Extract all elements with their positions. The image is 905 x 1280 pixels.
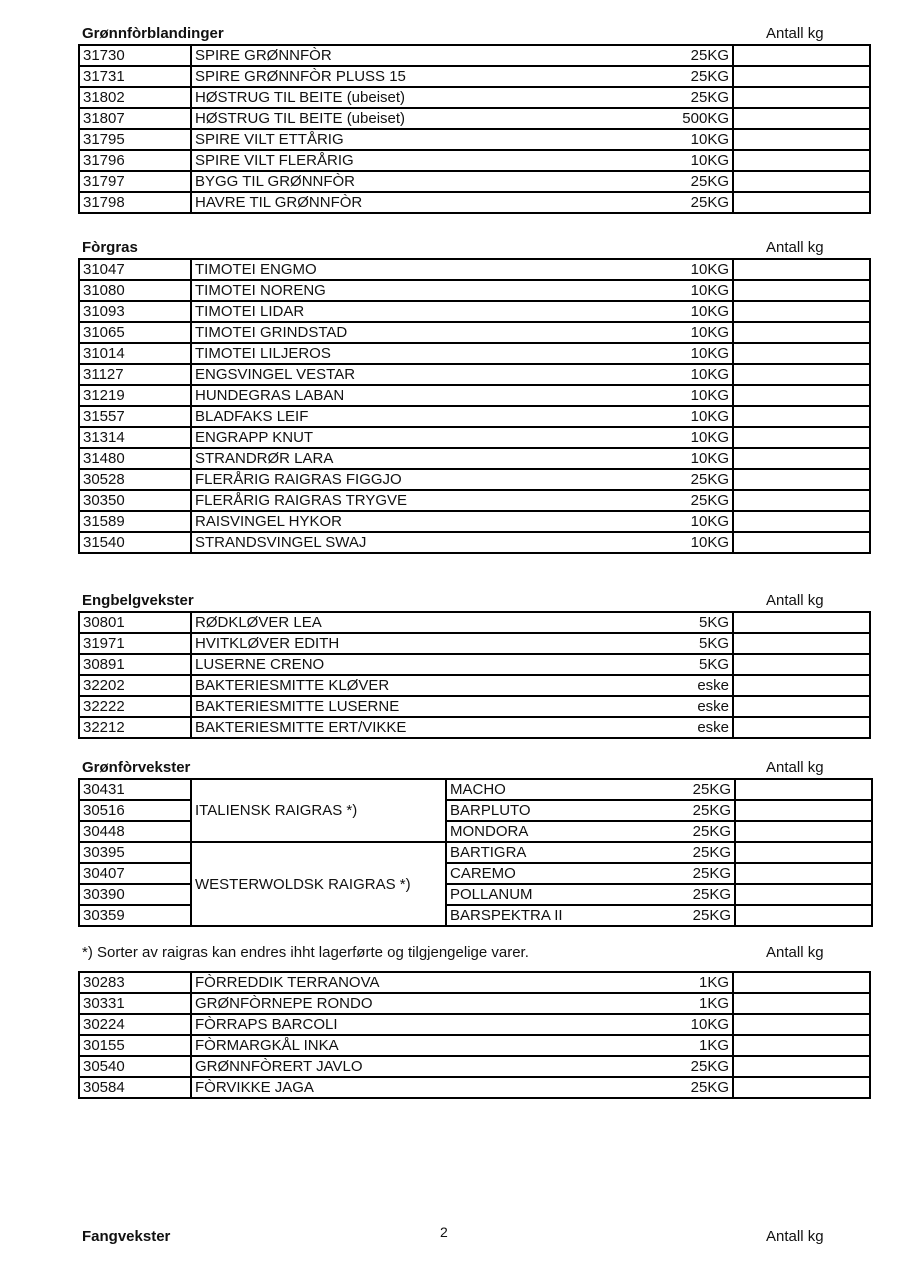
quantity-input-cell[interactable]	[733, 1014, 870, 1035]
product-name: BLADFAKS LEIF	[195, 408, 309, 425]
product-code: 31802	[79, 87, 191, 108]
table-row	[79, 171, 870, 192]
product-cell	[191, 129, 733, 150]
quantity-input-cell[interactable]	[733, 385, 870, 406]
product-name: TIMOTEI GRINDSTAD	[195, 324, 348, 341]
quantity-input-cell[interactable]	[735, 842, 872, 863]
table-row	[79, 364, 870, 385]
quantity-input-cell[interactable]	[733, 717, 870, 738]
product-name: BAKTERIESMITTE LUSERNE	[195, 698, 400, 715]
product-cell	[191, 1035, 733, 1056]
product-code: 31480	[79, 448, 191, 469]
product-name: HØSTRUG TIL BEITE (ubeiset)	[195, 110, 406, 127]
quantity-column-label: Antall kg	[766, 25, 824, 42]
product-code: 30540	[79, 1056, 191, 1077]
product-code: 30331	[79, 993, 191, 1014]
product-code: 32212	[79, 717, 191, 738]
product-name: ENGSVINGEL VESTAR	[195, 366, 356, 383]
quantity-input-cell[interactable]	[733, 469, 870, 490]
quantity-input-cell[interactable]	[733, 364, 870, 385]
section-header-gronforvekster	[80, 757, 840, 779]
variety-name: MONDORA	[450, 823, 529, 840]
product-cell	[191, 532, 733, 553]
quantity-input-cell[interactable]	[733, 972, 870, 993]
package-size: 25KG	[690, 68, 729, 85]
package-size: 10KG	[690, 261, 729, 278]
quantity-input-cell[interactable]	[733, 280, 870, 301]
product-name: BYGG TIL GRØNNFÒR	[195, 173, 356, 190]
variety-name: CAREMO	[450, 865, 516, 882]
product-cell	[191, 427, 733, 448]
product-code: 32222	[79, 696, 191, 717]
quantity-column-label: Antall kg	[766, 239, 824, 256]
product-code: 31065	[79, 322, 191, 343]
table-row	[79, 108, 870, 129]
quantity-column-label: Antall kg	[766, 759, 824, 776]
table-row	[79, 448, 870, 469]
package-size: eske	[697, 698, 729, 715]
product-code: 31093	[79, 301, 191, 322]
package-size: 25KG	[692, 865, 731, 882]
page-number: 2	[440, 1224, 448, 1240]
table-row	[79, 301, 870, 322]
table-row	[79, 612, 870, 633]
variety-cell	[446, 863, 735, 884]
quantity-input-cell[interactable]	[733, 675, 870, 696]
product-code: 31540	[79, 532, 191, 553]
product-cell	[191, 87, 733, 108]
table-row	[79, 427, 870, 448]
product-name: HVITKLØVER EDITH	[195, 635, 340, 652]
quantity-input-cell[interactable]	[733, 171, 870, 192]
product-name: SPIRE GRØNNFÒR PLUSS 15	[195, 68, 406, 85]
table-row	[79, 87, 870, 108]
product-code: 31807	[79, 108, 191, 129]
product-code: 30516	[79, 800, 191, 821]
package-size: 25KG	[690, 89, 729, 106]
quantity-input-cell[interactable]	[735, 884, 872, 905]
table-row	[79, 385, 870, 406]
table-row	[79, 532, 870, 553]
quantity-input-cell[interactable]	[735, 821, 872, 842]
package-size: 10KG	[690, 1016, 729, 1033]
quantity-input-cell[interactable]	[733, 66, 870, 87]
package-size: 25KG	[690, 47, 729, 64]
quantity-input-cell[interactable]	[733, 45, 870, 66]
section-title: Engbelgvekster	[82, 592, 194, 609]
quantity-input-cell[interactable]	[735, 863, 872, 884]
product-cell	[191, 385, 733, 406]
package-size: 10KG	[690, 534, 729, 551]
product-name: HUNDEGRAS LABAN	[195, 387, 345, 404]
table-row	[79, 675, 870, 696]
product-cell	[191, 322, 733, 343]
product-name: BAKTERIESMITTE KLØVER	[195, 677, 390, 694]
product-code: 31731	[79, 66, 191, 87]
package-size: eske	[697, 677, 729, 694]
note-text: *) Sorter av raigras kan endres ihht lagerførte og tilgjengelige varer.	[82, 944, 529, 961]
product-code: 31557	[79, 406, 191, 427]
package-size: 1KG	[698, 995, 729, 1012]
product-cell	[191, 612, 733, 633]
table-row	[79, 511, 870, 532]
product-code: 31314	[79, 427, 191, 448]
variety-cell	[446, 884, 735, 905]
package-size: 25KG	[692, 823, 731, 840]
table-row	[79, 45, 870, 66]
product-cell	[191, 406, 733, 427]
table-row	[79, 490, 870, 511]
package-size: 5KG	[698, 656, 729, 673]
product-name: TIMOTEI ENGMO	[195, 261, 317, 278]
product-cell	[191, 108, 733, 129]
product-table-gronforvekster	[78, 778, 873, 927]
product-name: SPIRE GRØNNFÒR	[195, 47, 332, 64]
quantity-input-cell[interactable]	[733, 108, 870, 129]
variety-name: MACHO	[450, 781, 506, 798]
table-row	[79, 1077, 870, 1098]
product-code: 30350	[79, 490, 191, 511]
package-size: 10KG	[690, 450, 729, 467]
table-row	[79, 66, 870, 87]
product-code: 31796	[79, 150, 191, 171]
product-name: RAISVINGEL HYKOR	[195, 513, 342, 530]
group-name: ITALIENSK RAIGRAS *)	[191, 779, 446, 842]
package-size: 1KG	[698, 1037, 729, 1054]
product-cell	[191, 633, 733, 654]
product-name: ENGRAPP KNUT	[195, 429, 314, 446]
product-code: 30224	[79, 1014, 191, 1035]
package-size: 25KG	[690, 1079, 729, 1096]
product-code: 31014	[79, 343, 191, 364]
package-size: 25KG	[690, 194, 729, 211]
table-row	[79, 469, 870, 490]
quantity-input-cell[interactable]	[735, 800, 872, 821]
package-size: 25KG	[692, 907, 731, 924]
product-cell	[191, 192, 733, 213]
product-cell	[191, 1056, 733, 1077]
table-row	[79, 633, 870, 654]
package-size: 5KG	[698, 635, 729, 652]
table-row	[79, 150, 870, 171]
product-cell	[191, 280, 733, 301]
variety-cell	[446, 821, 735, 842]
product-code: 31589	[79, 511, 191, 532]
product-code: 30431	[79, 779, 191, 800]
quantity-input-cell[interactable]	[733, 129, 870, 150]
product-name: GRØNFÒRNEPE RONDO	[195, 995, 373, 1012]
product-cell	[191, 448, 733, 469]
product-cell	[191, 66, 733, 87]
package-size: eske	[697, 719, 729, 736]
product-cell	[191, 301, 733, 322]
product-cell	[191, 511, 733, 532]
product-name: SPIRE VILT FLERÅRIG	[195, 152, 354, 169]
quantity-input-cell[interactable]	[733, 427, 870, 448]
product-name: BAKTERIESMITTE ERT/VIKKE	[195, 719, 407, 736]
package-size: 25KG	[690, 492, 729, 509]
quantity-input-cell[interactable]	[733, 696, 870, 717]
variety-cell	[446, 905, 735, 926]
package-size: 10KG	[690, 324, 729, 341]
quantity-input-cell[interactable]	[735, 905, 872, 926]
product-code: 30801	[79, 612, 191, 633]
variety-name: BARTIGRA	[450, 844, 527, 861]
product-code: 31219	[79, 385, 191, 406]
product-code: 31127	[79, 364, 191, 385]
package-size: 10KG	[690, 408, 729, 425]
quantity-input-cell[interactable]	[733, 150, 870, 171]
table-row	[79, 343, 870, 364]
table-row	[79, 322, 870, 343]
package-size: 25KG	[692, 844, 731, 861]
package-size: 25KG	[690, 1058, 729, 1075]
quantity-input-cell[interactable]	[733, 1077, 870, 1098]
package-size: 10KG	[690, 513, 729, 530]
variety-name: BARSPEKTRA II	[450, 907, 563, 924]
product-name: SPIRE VILT ETTÅRIG	[195, 131, 344, 148]
product-name: LUSERNE CRENO	[195, 656, 325, 673]
product-name: RØDKLØVER LEA	[195, 614, 322, 631]
package-size: 10KG	[690, 152, 729, 169]
product-table-engbelgvekster	[78, 611, 871, 739]
product-name: FLERÅRIG RAIGRAS TRYGVE	[195, 492, 407, 509]
product-name: HØSTRUG TIL BEITE (ubeiset)	[195, 89, 406, 106]
package-size: 5KG	[698, 614, 729, 631]
table-row	[79, 406, 870, 427]
product-name: HAVRE TIL GRØNNFÒR	[195, 194, 363, 211]
package-size: 25KG	[690, 471, 729, 488]
product-name: FLERÅRIG RAIGRAS FIGGJO	[195, 471, 402, 488]
quantity-input-cell[interactable]	[733, 1056, 870, 1077]
product-cell	[191, 654, 733, 675]
product-code: 30891	[79, 654, 191, 675]
package-size: 1KG	[698, 974, 729, 991]
product-name: STRANDSVINGEL SWAJ	[195, 534, 367, 551]
product-name: GRØNNFÒRERT JAVLO	[195, 1058, 363, 1075]
package-size: 25KG	[690, 173, 729, 190]
product-cell	[191, 469, 733, 490]
product-cell	[191, 696, 733, 717]
table-row	[79, 1035, 870, 1056]
quantity-input-cell[interactable]	[733, 1035, 870, 1056]
section-header-fangvekster	[80, 1226, 840, 1248]
quantity-input-cell[interactable]	[733, 633, 870, 654]
package-size: 10KG	[690, 131, 729, 148]
product-code: 31798	[79, 192, 191, 213]
table-row	[79, 1056, 870, 1077]
product-cell	[191, 993, 733, 1014]
product-table-forgras	[78, 258, 871, 554]
table-row	[79, 129, 870, 150]
quantity-input-cell[interactable]	[733, 532, 870, 553]
product-code: 30407	[79, 863, 191, 884]
section-title: Fangvekster	[82, 1228, 171, 1245]
product-code: 31080	[79, 280, 191, 301]
table-row	[79, 717, 870, 738]
package-size: 25KG	[692, 886, 731, 903]
product-cell	[191, 259, 733, 280]
product-code: 30395	[79, 842, 191, 863]
section-title: Grønnfòrblandinger	[82, 25, 224, 42]
product-name: FÒRREDDIK TERRANOVA	[195, 974, 380, 991]
product-table-misc	[78, 971, 871, 1099]
product-cell	[191, 490, 733, 511]
quantity-input-cell[interactable]	[733, 301, 870, 322]
table-row	[79, 192, 870, 213]
product-code: 31047	[79, 259, 191, 280]
quantity-input-cell[interactable]	[733, 448, 870, 469]
quantity-column-label: Antall kg	[766, 592, 824, 609]
quantity-input-cell[interactable]	[733, 343, 870, 364]
quantity-column-label: Antall kg	[766, 1228, 824, 1245]
product-cell	[191, 343, 733, 364]
table-row	[79, 842, 872, 863]
section-header-engbelgvekster	[80, 590, 840, 612]
raigras-note	[80, 942, 840, 964]
variety-cell	[446, 779, 735, 800]
quantity-input-cell[interactable]	[733, 612, 870, 633]
quantity-input-cell[interactable]	[733, 259, 870, 280]
product-code: 31971	[79, 633, 191, 654]
product-table-gronnforblandinger	[78, 44, 871, 214]
package-size: 25KG	[692, 781, 731, 798]
package-size: 25KG	[692, 802, 731, 819]
quantity-input-cell[interactable]	[733, 993, 870, 1014]
product-name: TIMOTEI LIDAR	[195, 303, 305, 320]
table-row	[79, 1014, 870, 1035]
product-cell	[191, 972, 733, 993]
quantity-input-cell[interactable]	[733, 406, 870, 427]
package-size: 10KG	[690, 345, 729, 362]
quantity-input-cell[interactable]	[735, 779, 872, 800]
quantity-input-cell[interactable]	[733, 87, 870, 108]
product-cell	[191, 1077, 733, 1098]
quantity-input-cell[interactable]	[733, 322, 870, 343]
product-name: TIMOTEI LILJEROS	[195, 345, 331, 362]
product-code: 31797	[79, 171, 191, 192]
product-code: 32202	[79, 675, 191, 696]
table-row	[79, 993, 870, 1014]
product-cell	[191, 171, 733, 192]
quantity-input-cell[interactable]	[733, 654, 870, 675]
product-name: STRANDRØR LARA	[195, 450, 334, 467]
product-code: 30390	[79, 884, 191, 905]
package-size: 10KG	[690, 429, 729, 446]
section-title: Fòrgras	[82, 239, 138, 256]
quantity-input-cell[interactable]	[733, 511, 870, 532]
product-cell	[191, 675, 733, 696]
table-row	[79, 972, 870, 993]
table-row	[79, 280, 870, 301]
product-code: 30283	[79, 972, 191, 993]
product-name: TIMOTEI NORENG	[195, 282, 326, 299]
quantity-input-cell[interactable]	[733, 192, 870, 213]
quantity-column-label: Antall kg	[766, 944, 824, 961]
variety-cell	[446, 842, 735, 863]
package-size: 10KG	[690, 282, 729, 299]
product-name: FÒRMARGKÅL INKA	[195, 1037, 339, 1054]
package-size: 10KG	[690, 366, 729, 383]
product-name: FÒRVIKKE JAGA	[195, 1079, 314, 1096]
product-code: 31795	[79, 129, 191, 150]
product-code: 30359	[79, 905, 191, 926]
product-code: 31730	[79, 45, 191, 66]
product-cell	[191, 364, 733, 385]
package-size: 10KG	[690, 387, 729, 404]
table-row	[79, 779, 872, 800]
product-name: FÒRRAPS BARCOLI	[195, 1016, 338, 1033]
product-code: 30528	[79, 469, 191, 490]
variety-cell	[446, 800, 735, 821]
product-cell	[191, 150, 733, 171]
product-cell	[191, 45, 733, 66]
group-name: WESTERWOLDSK RAIGRAS *)	[191, 842, 446, 926]
product-cell	[191, 1014, 733, 1035]
table-row	[79, 696, 870, 717]
table-row	[79, 654, 870, 675]
product-code: 30155	[79, 1035, 191, 1056]
package-size: 10KG	[690, 303, 729, 320]
product-code: 30584	[79, 1077, 191, 1098]
section-title: Grønfòrvekster	[82, 759, 191, 776]
variety-name: BARPLUTO	[450, 802, 531, 819]
section-header-gronnforblandinger	[80, 23, 840, 45]
product-cell	[191, 717, 733, 738]
quantity-input-cell[interactable]	[733, 490, 870, 511]
product-code: 30448	[79, 821, 191, 842]
package-size: 500KG	[682, 110, 729, 127]
table-row	[79, 259, 870, 280]
variety-name: POLLANUM	[450, 886, 533, 903]
section-header-forgras	[80, 237, 840, 259]
